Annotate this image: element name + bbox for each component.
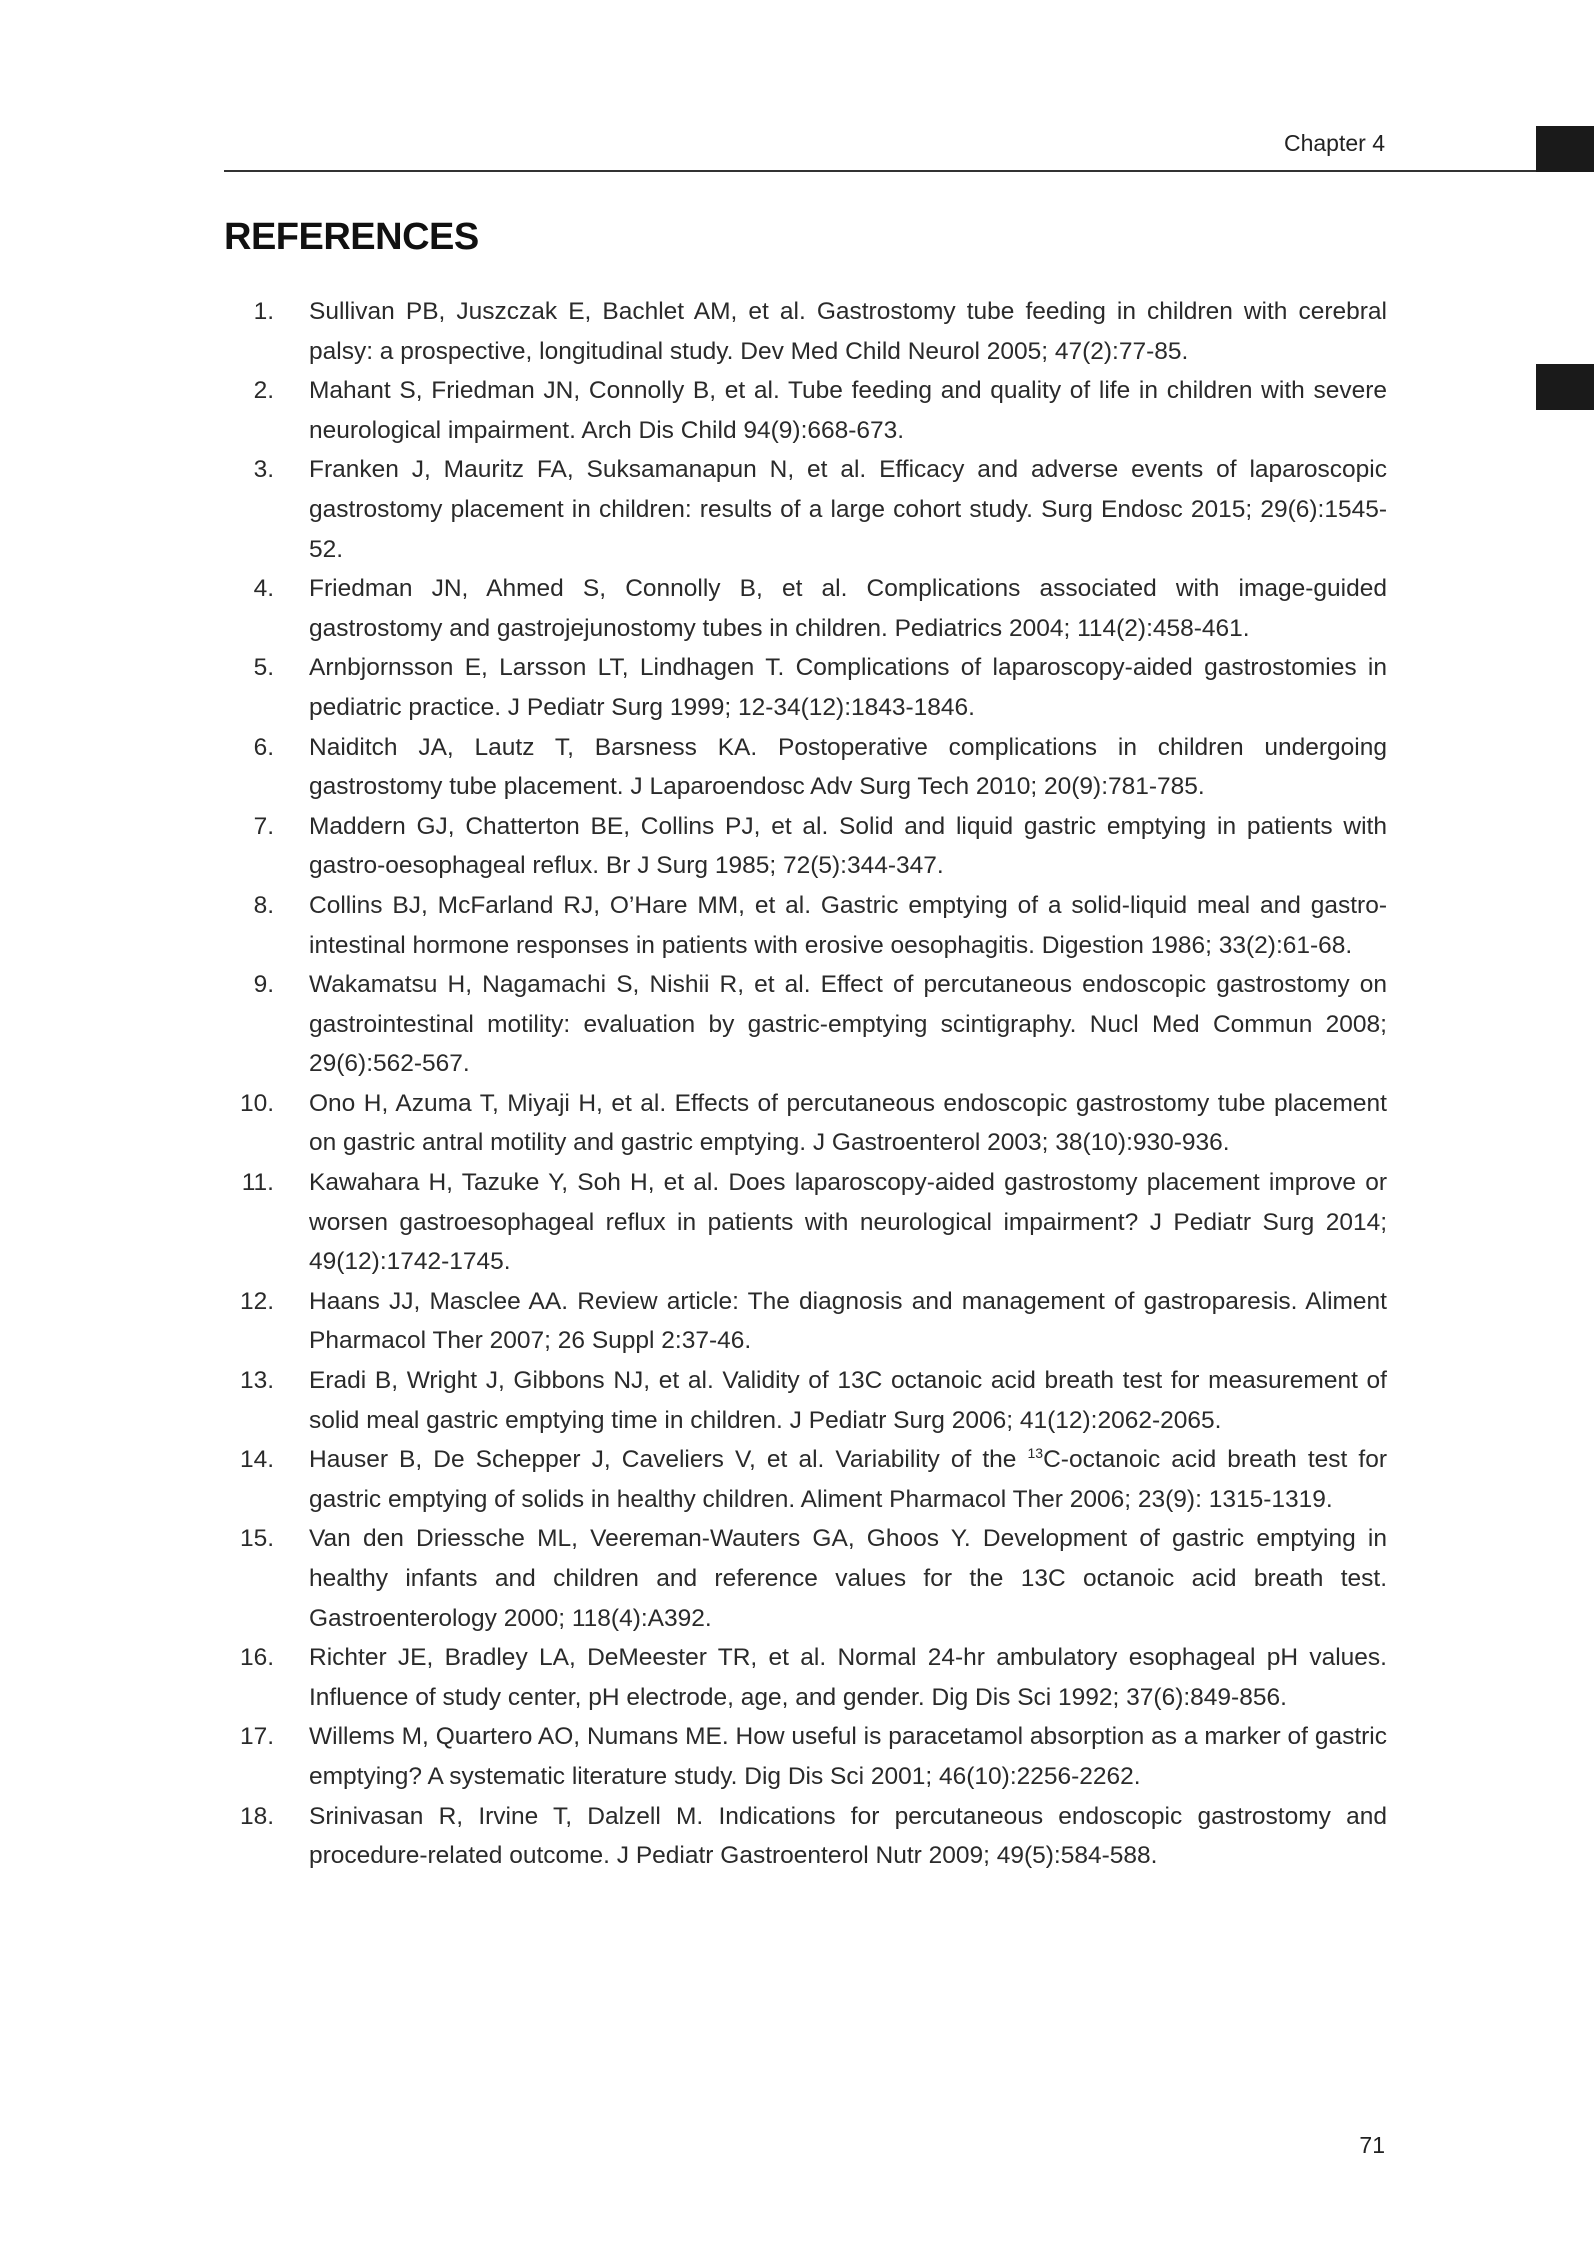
reference-number: 18.	[239, 1802, 274, 1830]
reference-number: 5.	[253, 654, 274, 682]
reference-number: 6.	[253, 733, 274, 761]
reference-text: Kawahara H, Tazuke Y, Soh H, et al. Does laparoscopy-aided gastrostomy placement improve or worsen gastroesophageal reflux in patients with neurological impairment? J Pediatr Surg 2014; 49(12):1742-1745.	[309, 1169, 1387, 1276]
reference-list	[224, 292, 1387, 1876]
reference-text: Richter JE, Bradley LA, DeMeester TR, et al. Normal 24-hr ambulatory esophageal pH values. Influence of study center, pH electrode, age, and gender. Dig Dis Sci 1992; 37(6):849-856.	[309, 1644, 1387, 1711]
reference-item	[224, 371, 1387, 450]
reference-number: 15.	[239, 1525, 274, 1553]
reference-item	[224, 1163, 1387, 1282]
page-number: 71	[1359, 2132, 1385, 2158]
reference-item	[224, 965, 1387, 1084]
reference-number: 16.	[239, 1644, 274, 1672]
reference-text: Arnbjornsson E, Larsson LT, Lindhagen T. Complications of laparoscopy-aided gastrostomies in pediatric practice. J Pediatr Surg 1999; 12-34(12):1843-1846.	[309, 654, 1387, 721]
reference-number: 14.	[239, 1446, 274, 1474]
reference-number: 7.	[253, 812, 274, 840]
reference-text: Mahant S, Friedman JN, Connolly B, et al. Tube feeding and quality of life in children with severe neurological impairment. Arch Dis Child 94(9):668-673.	[309, 377, 1387, 444]
chapter-side-tab	[1536, 364, 1594, 410]
reference-number: 11.	[241, 1169, 274, 1197]
chapter-thumb-tab	[1536, 126, 1594, 172]
reference-text: Haans JJ, Masclee AA. Review article: The diagnosis and management of gastroparesis. Aliment Pharmacol Ther 2007; 26 Suppl 2:37-46.	[309, 1287, 1387, 1355]
reference-item	[224, 807, 1387, 886]
isotope-superscript: 13	[1027, 1445, 1044, 1462]
reference-item	[224, 1717, 1387, 1796]
reference-text: Willems M, Quartero AO, Numans ME. How useful is paracetamol absorption as a marker of gastric emptying? A systematic literature study. Dig Dis Sci 2001; 46(10):2256-2262.	[309, 1723, 1387, 1790]
reference-item	[224, 648, 1387, 727]
reference-text: Franken J, Mauritz FA, Suksamanapun N, et al. Efficacy and adverse events of laparoscopic gastrostomy placement in children: results of a large cohort study. Surg Endosc 2015; 29(6):1545-52.	[309, 456, 1387, 563]
reference-item	[224, 1361, 1387, 1440]
reference-text: Ono H, Azuma T, Miyaji H, et al. Effects of percutaneous endoscopic gastrostomy tube placement on gastric antral motility and gastric emptying. J Gastroenterol 2003; 38(10):930-936.	[309, 1089, 1387, 1157]
header-rule	[224, 170, 1536, 172]
reference-text: Maddern GJ, Chatterton BE, Collins PJ, et al. Solid and liquid gastric emptying in patients with gastro-oesophageal reflux. Br J Surg 1985; 72(5):344-347.	[309, 812, 1387, 880]
reference-text: Sullivan PB, Juszczak E, Bachlet AM, et al. Gastrostomy tube feeding in children with cerebral palsy: a prospective, longitudinal study. Dev Med Child Neurol 2005; 47(2):77-85.	[309, 298, 1387, 365]
reference-number: 1.	[253, 298, 274, 325]
running-head: Chapter 4	[1283, 130, 1385, 156]
reference-item	[224, 292, 1387, 371]
reference-text: Friedman JN, Ahmed S, Connolly B, et al. Complications associated with image-guided gastrostomy and gastrojejunostomy tubes in children. Pediatrics 2004; 114(2):458-461.	[309, 575, 1387, 642]
reference-text: Naiditch JA, Lautz T, Barsness KA. Postoperative complications in children undergoing gastrostomy tube placement. J Laparoendosc Adv Surg Tech 2010; 20(9):781-785.	[309, 733, 1387, 801]
reference-text: Srinivasan R, Irvine T, Dalzell M. Indications for percutaneous endoscopic gastrostomy and procedure-related outcome. J Pediatr Gastroenterol Nutr 2009; 49(5):584-588.	[309, 1802, 1387, 1870]
reference-number: 17.	[239, 1723, 274, 1751]
reference-item	[224, 569, 1387, 648]
reference-number: 4.	[253, 575, 274, 603]
reference-number: 2.	[253, 377, 274, 405]
reference-item	[224, 450, 1387, 569]
reference-number: 3.	[253, 456, 274, 484]
reference-text: Van den Driessche ML, Veereman-Wauters GA, Ghoos Y. Development of gastric emptying in healthy infants and children and reference values for the 13C octanoic acid breath test. Gastroenterology 2000; 118(4):A392.	[309, 1525, 1387, 1632]
reference-item	[224, 1797, 1387, 1876]
reference-item	[224, 1519, 1387, 1638]
reference-text-end: C-octanoic acid breath test for gastric emptying of solids in healthy children. Aliment Pharmacol Ther 2006; 23(9): 1315-1319.	[309, 1446, 1387, 1513]
reference-number: 8.	[253, 891, 274, 919]
reference-item	[224, 1282, 1387, 1361]
reference-item	[224, 886, 1387, 965]
reference-text-start: Hauser B, De Schepper J, Caveliers V, et al. Variability of the	[309, 1446, 1028, 1474]
reference-number: 10.	[239, 1089, 274, 1117]
reference-text: Wakamatsu H, Nagamachi S, Nishii R, et al. Effect of percutaneous endoscopic gastrostomy on gastrointestinal motility: evaluation by gastric-emptying scintigraphy. Nucl Med Commun 2008; 29(6):562-567.	[309, 971, 1387, 1078]
reference-item	[224, 728, 1387, 807]
section-title: REFERENCES	[224, 216, 479, 258]
reference-text: Eradi B, Wright J, Gibbons NJ, et al. Validity of 13C octanoic acid breath test for measurement of solid meal gastric emptying time in children. J Pediatr Surg 2006; 41(12):2062-2065.	[309, 1367, 1387, 1434]
reference-item	[224, 1638, 1387, 1717]
reference-item	[224, 1084, 1387, 1163]
reference-text	[309, 1440, 1387, 1519]
reference-number: 9.	[253, 971, 274, 999]
reference-number: 12.	[239, 1287, 274, 1315]
reference-number: 13.	[239, 1367, 274, 1395]
reference-item	[224, 1440, 1387, 1519]
reference-text: Collins BJ, McFarland RJ, O’Hare MM, et al. Gastric emptying of a solid-liquid meal and gastro-intestinal hormone responses in patients with erosive oesophagitis. Digestion 1986; 33(2):61-68.	[309, 891, 1387, 959]
